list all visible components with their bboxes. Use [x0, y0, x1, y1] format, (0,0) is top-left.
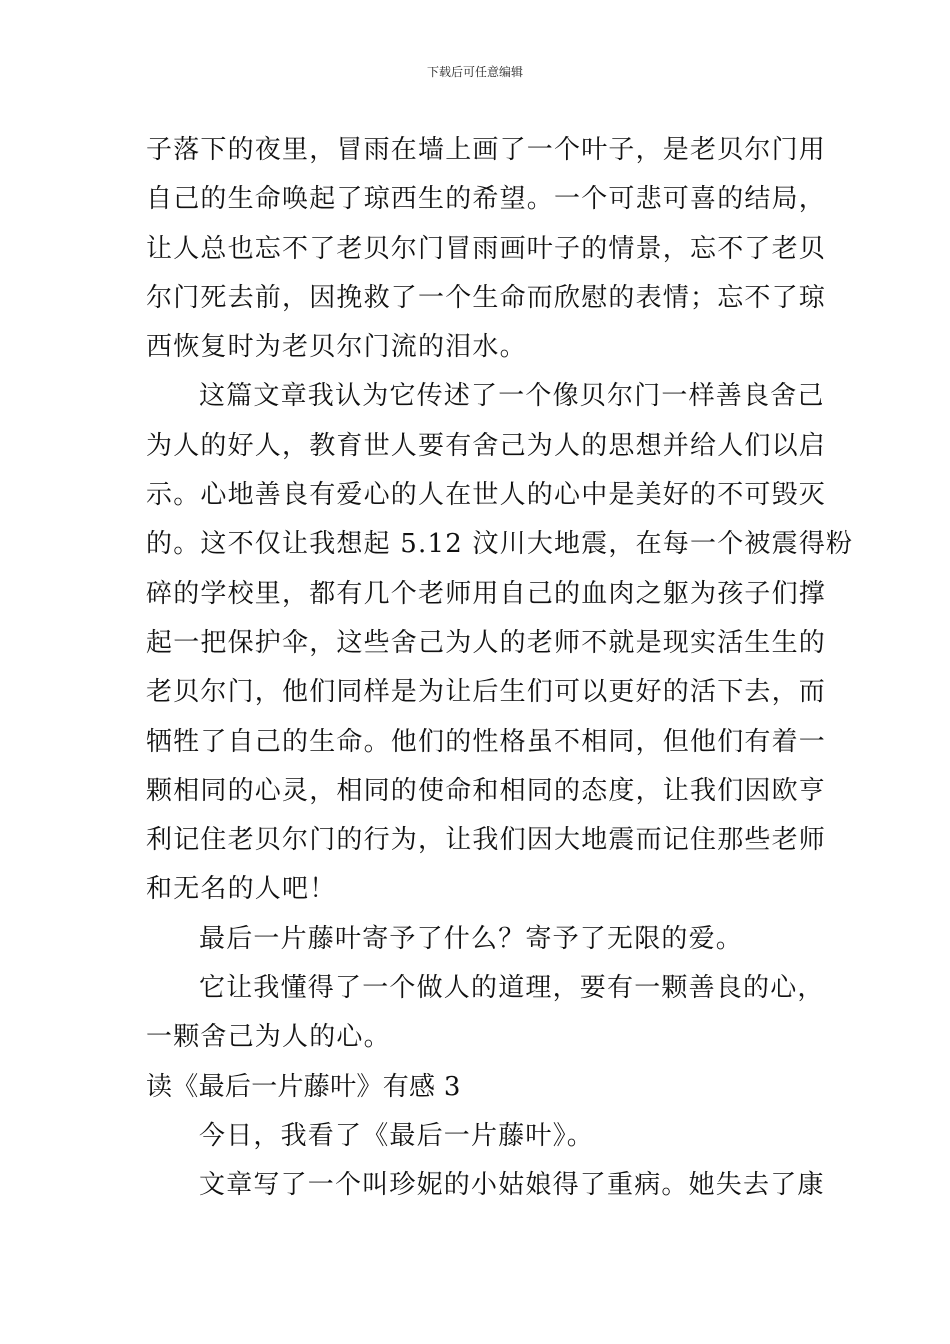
page-header-note: 下载后可任意编辑 [426, 65, 523, 79]
paragraph-start-line: 最后一片藤叶寄予了什么？寄予了无限的爱。 [199, 923, 744, 954]
body-line: 子落下的夜里，冒雨在墙上画了一个叶子，是老贝尔门用 [146, 135, 827, 165]
paragraph-start-line: 这篇文章我认为它传述了一个像贝尔门一样善良舍己 [199, 381, 825, 412]
body-line: 自己的生命唤起了琼西生的希望。一个可悲可喜的结局， [146, 184, 827, 215]
paragraph-start-line: 文章写了一个叫珍妮的小姑娘得了重病。她失去了康 [199, 1170, 825, 1201]
paragraph-start-line: 今日，我看了《最后一片藤叶》。 [199, 1120, 595, 1151]
document-body [146, 126, 854, 1211]
body-line: 西恢复时为老贝尔门流的泪水。 [146, 332, 527, 363]
section-heading: 读《最后一片藤叶》有感 3 [146, 1071, 461, 1102]
body-line: 利记住老贝尔门的行为，让我们因大地震而记住那些老师 [146, 825, 827, 856]
body-line: 一颗舍己为人的心。 [146, 1022, 391, 1053]
body-line: 牺牲了自己的生命。他们的性格虽不相同，但他们有着一 [146, 726, 827, 757]
body-line: 颗相同的心灵，相同的使命和相同的态度，让我们因欧亨 [146, 775, 827, 806]
body-line: 让人总也忘不了老贝尔门冒雨画叶子的情景，忘不了老贝 [146, 233, 827, 264]
paragraph-start-line: 它让我懂得了一个做人的道理，要有一颗善良的心， [199, 973, 825, 1004]
body-line: 的。这不仅让我想起 5.12 汶川大地震，在每一个被震得粉 [146, 529, 854, 560]
body-line: 起一把保护伞，这些舍己为人的老师不就是现实活生生的 [146, 627, 827, 658]
body-line: 为人的好人，教育世人要有舍己为人的思想并给人们以启 [146, 430, 827, 461]
body-line: 碎的学校里，都有几个老师用自己的血肉之躯为孩子们撑 [146, 578, 827, 609]
body-line: 和无名的人吧！ [146, 874, 337, 905]
body-line: 尔门死去前，因挽救了一个生命而欣慰的表情；忘不了琼 [146, 282, 827, 313]
body-line: 示。心地善良有爱心的人在世人的心中是美好的不可毁灭 [146, 480, 827, 511]
body-line: 老贝尔门，他们同样是为让后生们可以更好的活下去，而 [146, 677, 827, 708]
